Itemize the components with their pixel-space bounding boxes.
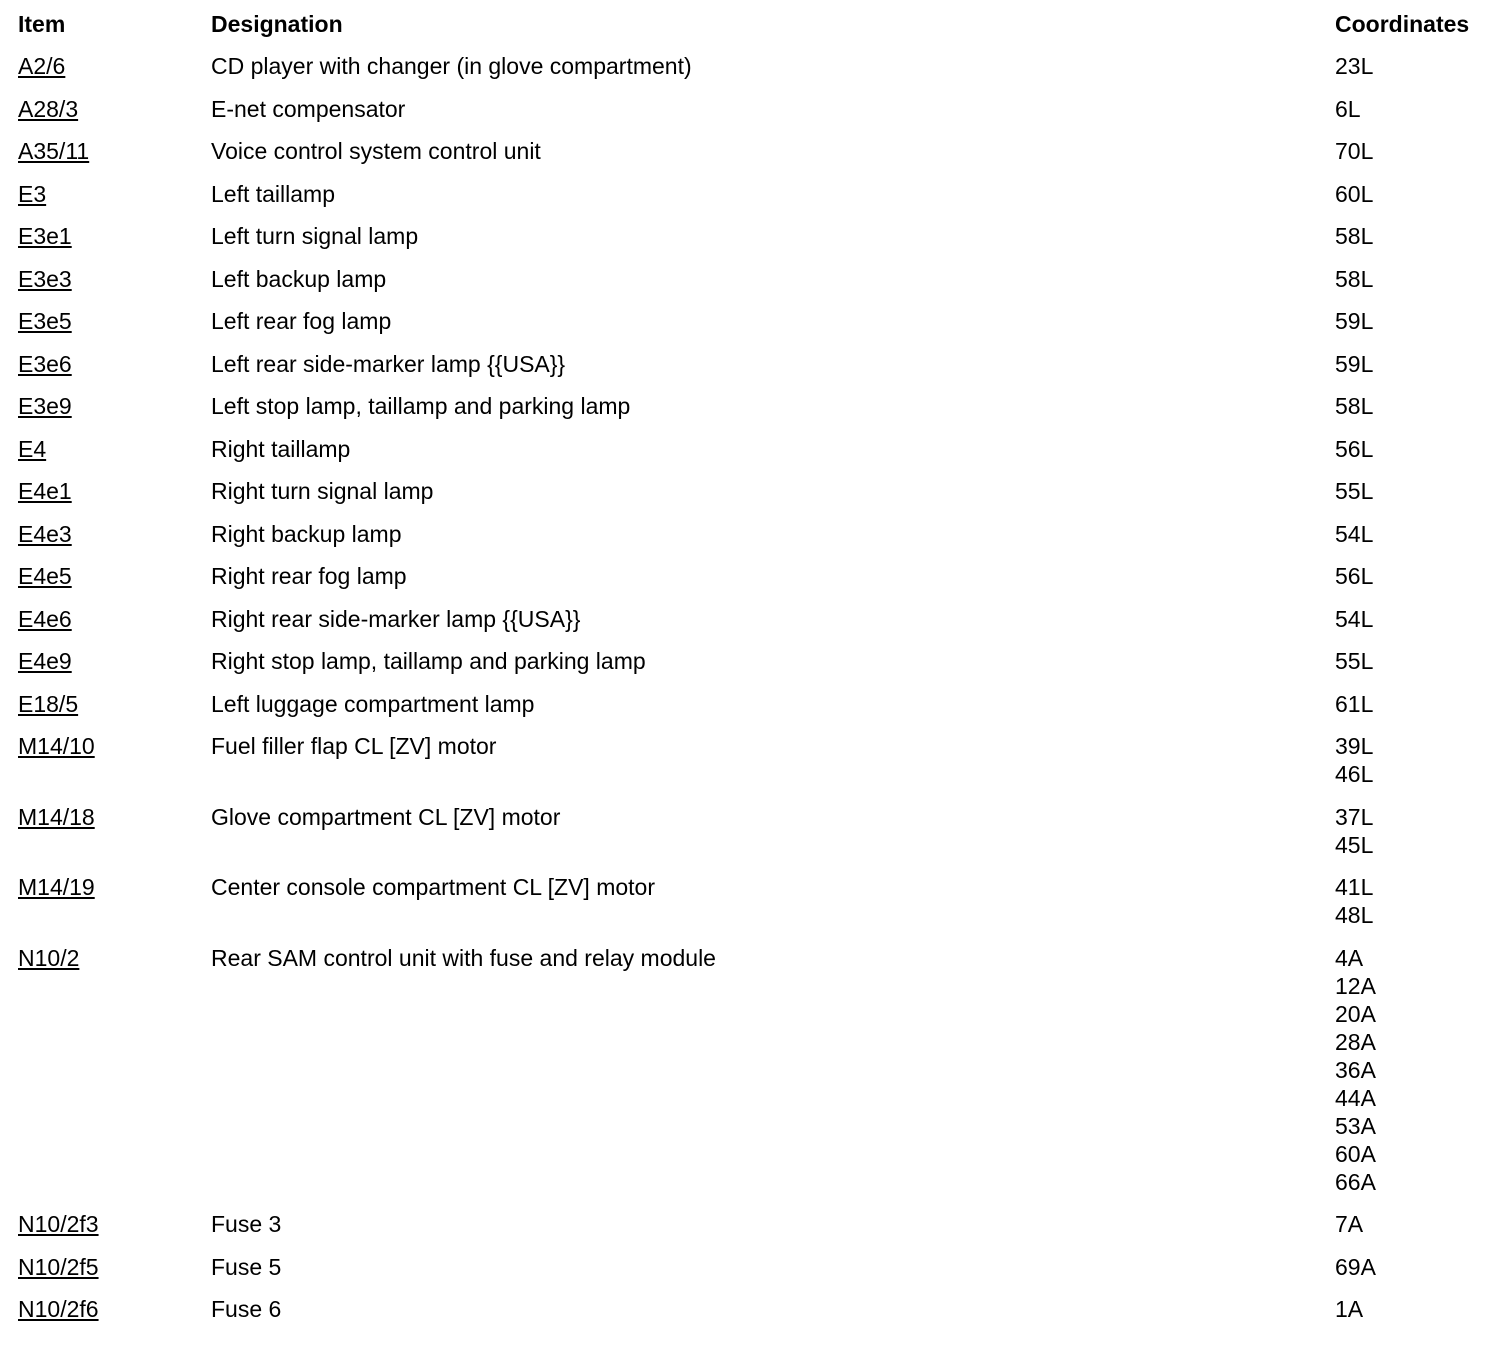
table-row (18, 803, 1485, 874)
coordinate-value: 60A (1335, 1140, 1376, 1167)
item-cell (18, 605, 211, 648)
coordinate-value: 23L (1335, 53, 1374, 79)
designation-cell: Right taillamp (211, 435, 351, 462)
coordinate-value: 44A (1335, 1084, 1376, 1111)
designation-cell: Voice control system control unit (211, 138, 541, 164)
coordinates-cell (1335, 477, 1485, 520)
table-row (18, 944, 1485, 1211)
coordinates-cell (1335, 52, 1485, 95)
coordinates-cell (1335, 137, 1485, 180)
item-link[interactable]: N10/2f5 (18, 1253, 99, 1280)
table-row (18, 222, 1485, 265)
coordinate-value: 56L (1335, 435, 1374, 462)
coordinates-cell (1335, 803, 1485, 874)
coordinate-value: 36A (1335, 1056, 1376, 1083)
designation-cell: Fuse 5 (211, 1253, 282, 1280)
coordinate-value: 4A (1335, 944, 1364, 971)
table-header (18, 10, 1485, 52)
coordinate-value: 6L (1335, 95, 1361, 122)
designation-cell: Left turn signal lamp (211, 223, 419, 249)
item-cell (18, 180, 211, 223)
table-row (18, 307, 1485, 350)
item-link[interactable]: M14/19 (18, 874, 95, 900)
coordinate-value: 61L (1335, 690, 1374, 717)
coordinate-value: 53A (1335, 1112, 1376, 1139)
coordinate-value: 69A (1335, 1253, 1376, 1280)
item-link[interactable]: E4e3 (18, 520, 72, 547)
coordinate-value: 46L (1335, 761, 1374, 787)
table-row (18, 732, 1485, 803)
item-cell (18, 222, 211, 265)
item-cell (18, 1295, 211, 1338)
table-row (18, 392, 1485, 435)
item-cell (18, 690, 211, 733)
designation-cell: Right backup lamp (211, 520, 402, 547)
coordinate-value: 37L (1335, 803, 1374, 830)
table-row (18, 435, 1485, 478)
coordinate-value: 58L (1335, 223, 1374, 249)
table-row (18, 52, 1485, 95)
designation-cell: Glove compartment CL [ZV] motor (211, 803, 561, 830)
coordinate-value: 39L (1335, 733, 1374, 759)
coordinate-value: 59L (1335, 308, 1374, 334)
item-link[interactable]: E3e9 (18, 393, 72, 419)
designation-cell: Left backup lamp (211, 265, 387, 292)
designation-cell: Left rear side-marker lamp {{USA}} (211, 350, 566, 377)
item-cell (18, 95, 211, 138)
table-body (18, 52, 1485, 1338)
coordinates-cell (1335, 180, 1485, 223)
item-cell (18, 1210, 211, 1253)
header-row (18, 10, 1485, 52)
coordinates-cell (1335, 873, 1485, 944)
coordinate-value: 20A (1335, 1000, 1376, 1027)
table-row (18, 95, 1485, 138)
item-link[interactable]: N10/2f6 (18, 1296, 99, 1322)
item-link[interactable]: E4e6 (18, 605, 72, 632)
item-link[interactable]: E4e9 (18, 648, 72, 674)
table-row (18, 1295, 1485, 1338)
table-row (18, 180, 1485, 223)
coordinates-cell (1335, 350, 1485, 393)
item-cell (18, 350, 211, 393)
designation-cell: Rear SAM control unit with fuse and relay module (211, 944, 716, 971)
item-cell (18, 803, 211, 874)
item-link[interactable]: N10/2 (18, 944, 80, 971)
coordinates-cell (1335, 647, 1485, 690)
header-coordinates: Coordinates (1335, 11, 1470, 37)
item-cell (18, 52, 211, 95)
coordinates-cell (1335, 222, 1485, 265)
coordinates-cell (1335, 732, 1485, 803)
item-link[interactable]: E4e5 (18, 563, 72, 589)
table-row (18, 520, 1485, 563)
coordinate-value: 58L (1335, 265, 1374, 292)
item-cell (18, 732, 211, 803)
table-row (18, 873, 1485, 944)
item-link[interactable]: N10/2f3 (18, 1211, 99, 1237)
table-row (18, 647, 1485, 690)
coordinate-value: 1A (1335, 1296, 1364, 1322)
item-link[interactable]: E3 (18, 180, 47, 207)
coordinate-value: 59L (1335, 350, 1374, 377)
coordinates-cell (1335, 1210, 1485, 1253)
coordinate-value: 12A (1335, 972, 1376, 999)
item-cell (18, 265, 211, 308)
designation-cell: Center console compartment CL [ZV] motor (211, 874, 655, 900)
component-legend-table (18, 10, 1485, 1338)
designation-cell: Fuse 3 (211, 1211, 282, 1237)
designation-cell: Right stop lamp, taillamp and parking lamp (211, 648, 646, 674)
coordinates-cell (1335, 520, 1485, 563)
item-link[interactable]: E3e6 (18, 350, 72, 377)
item-link[interactable]: A28/3 (18, 95, 79, 122)
coordinates-cell (1335, 95, 1485, 138)
item-cell (18, 307, 211, 350)
coordinates-cell (1335, 392, 1485, 435)
designation-cell: Left stop lamp, taillamp and parking lamp (211, 393, 631, 419)
item-cell (18, 873, 211, 944)
table-row (18, 1210, 1485, 1253)
coordinate-value: 55L (1335, 478, 1374, 504)
designation-cell: Fuel filler flap CL [ZV] motor (211, 733, 497, 759)
designation-cell: Left luggage compartment lamp (211, 690, 535, 717)
designation-cell: Right rear side-marker lamp {{USA}} (211, 605, 581, 632)
table-row (18, 477, 1485, 520)
item-cell (18, 562, 211, 605)
coordinate-value: 54L (1335, 605, 1374, 632)
header-designation: Designation (211, 11, 343, 37)
designation-cell: Left taillamp (211, 180, 336, 207)
coordinate-value: 70L (1335, 138, 1374, 164)
designation-cell: Fuse 6 (211, 1296, 282, 1322)
coordinates-cell (1335, 690, 1485, 733)
table-row (18, 562, 1485, 605)
item-cell (18, 520, 211, 563)
table-row (18, 265, 1485, 308)
item-link[interactable]: A35/11 (18, 138, 90, 164)
coordinates-cell (1335, 562, 1485, 605)
designation-cell: E-net compensator (211, 95, 406, 122)
coordinates-cell (1335, 1295, 1485, 1338)
item-cell (18, 392, 211, 435)
coordinates-cell (1335, 1253, 1485, 1296)
item-cell (18, 944, 211, 1211)
item-cell (18, 477, 211, 520)
coordinate-value: 55L (1335, 648, 1374, 674)
table-row (18, 350, 1485, 393)
item-link[interactable]: E3e3 (18, 265, 72, 292)
coordinates-cell (1335, 605, 1485, 648)
coordinate-value: 45L (1335, 831, 1374, 858)
item-link[interactable]: M14/18 (18, 803, 95, 830)
table-row (18, 1253, 1485, 1296)
item-link[interactable]: E4 (18, 435, 47, 462)
table-row (18, 137, 1485, 180)
coordinate-value: 58L (1335, 393, 1374, 419)
item-cell (18, 1253, 211, 1296)
coordinate-value: 56L (1335, 563, 1374, 589)
header-item: Item (18, 11, 66, 37)
coordinates-cell (1335, 435, 1485, 478)
item-cell (18, 137, 211, 180)
item-link[interactable]: E3e1 (18, 223, 72, 249)
table-row (18, 605, 1485, 648)
coordinate-value: 66A (1335, 1168, 1376, 1195)
item-link[interactable]: E3e5 (18, 308, 72, 334)
designation-cell: Left rear fog lamp (211, 308, 392, 334)
coordinate-value: 60L (1335, 180, 1374, 207)
coordinate-value: 28A (1335, 1028, 1376, 1055)
coordinates-cell (1335, 944, 1485, 1211)
coordinate-value: 41L (1335, 874, 1374, 900)
coordinate-value: 54L (1335, 520, 1374, 547)
item-cell (18, 647, 211, 690)
coordinate-value: 7A (1335, 1211, 1364, 1237)
table-row (18, 690, 1485, 733)
coordinates-cell (1335, 265, 1485, 308)
item-link[interactable]: E18/5 (18, 690, 79, 717)
coordinate-value: 48L (1335, 902, 1374, 928)
item-cell (18, 435, 211, 478)
designation-cell: CD player with changer (in glove compartment) (211, 53, 692, 79)
item-link[interactable]: A2/6 (18, 53, 66, 79)
item-link[interactable]: M14/10 (18, 733, 95, 759)
coordinates-cell (1335, 307, 1485, 350)
designation-cell: Right turn signal lamp (211, 478, 434, 504)
item-link[interactable]: E4e1 (18, 478, 72, 504)
designation-cell: Right rear fog lamp (211, 563, 407, 589)
